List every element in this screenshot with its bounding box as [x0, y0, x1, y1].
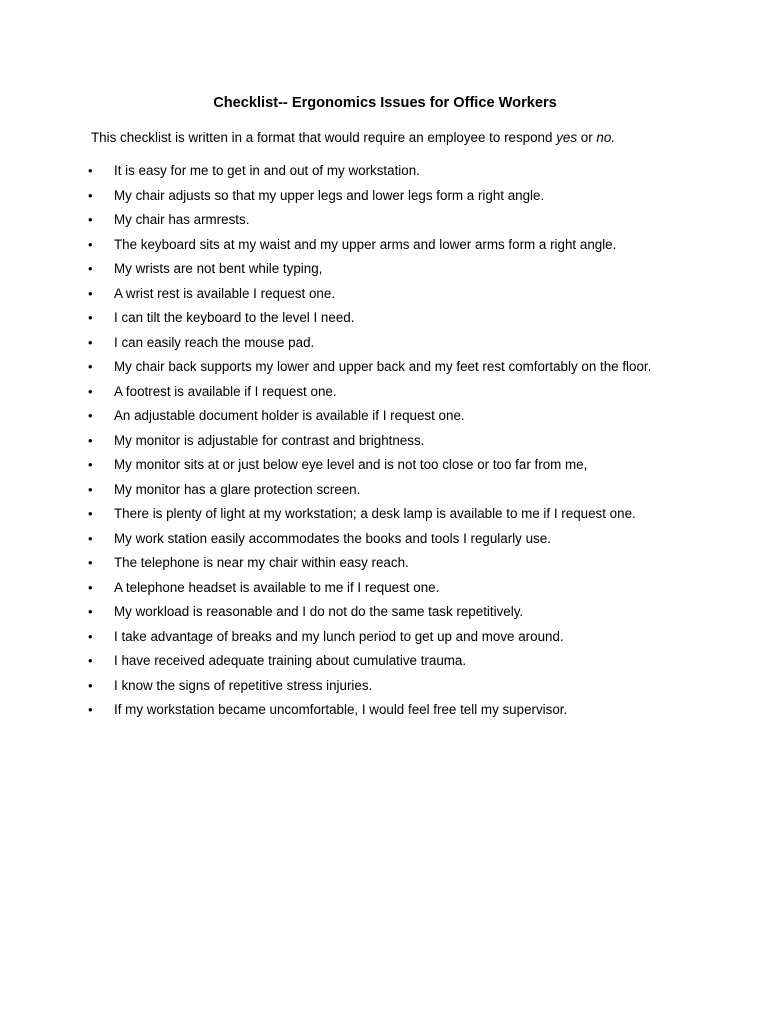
bullet-icon: •: [88, 310, 93, 325]
checklist-item-text: My monitor is adjustable for contrast and brightness.: [114, 432, 425, 448]
bullet-icon: •: [88, 187, 93, 203]
bullet-icon: •: [88, 408, 93, 423]
intro-no: no.: [596, 130, 616, 145]
checklist-item-text: My wrists are not bent while typing,: [114, 261, 323, 276]
checklist-item-text: I know the signs of repetitive stress injuries.: [114, 677, 373, 693]
bullet-icon: •: [88, 481, 93, 497]
checklist-item-text: My chair back supports my lower and upper back and my feet rest comfortably on the floor.: [114, 359, 652, 374]
checklist-item-text: My monitor sits at or just below eye level and is not too close or too far from me,: [114, 457, 588, 472]
intro-or: or: [577, 130, 597, 145]
bullet-icon: •: [88, 261, 93, 276]
bullet-icon: •: [88, 604, 93, 619]
document-title: Checklist-- Ergonomics Issues for Office Workers: [213, 95, 557, 111]
checklist-item-text: The telephone is near my chair within easy reach.: [114, 555, 409, 570]
checklist-item-text: My chair adjusts so that my upper legs and lower legs form a right angle.: [114, 187, 545, 203]
checklist-item-text: My work station easily accommodates the books and tools I regularly use.: [114, 530, 551, 546]
checklist-item-text: It is easy for me to get in and out of my workstation.: [114, 163, 420, 178]
checklist-item-text: I can tilt the keyboard to the level I need.: [114, 310, 355, 325]
checklist-item-text: A footrest is available if I request one.: [114, 383, 337, 399]
intro-yes: yes: [556, 130, 578, 145]
checklist-item-text: I take advantage of breaks and my lunch period to get up and move around.: [114, 628, 564, 644]
bullet-icon: •: [88, 163, 93, 178]
checklist-item-text: There is plenty of light at my workstation; a desk lamp is available to me if I request one.: [114, 506, 636, 521]
bullet-icon: •: [88, 236, 93, 252]
checklist-item-text: A telephone headset is available to me if I request one.: [114, 579, 440, 595]
intro-paragraph: [91, 129, 615, 146]
bullet-icon: •: [88, 506, 93, 521]
bullet-icon: •: [88, 628, 93, 644]
bullet-icon: •: [88, 530, 93, 546]
bullet-icon: •: [88, 702, 93, 717]
checklist-item-text: My workload is reasonable and I do not do the same task repetitively.: [114, 604, 524, 619]
checklist-item-text: I have received adequate training about cumulative trauma.: [114, 653, 467, 668]
bullet-icon: •: [88, 579, 93, 595]
bullet-icon: •: [88, 677, 93, 693]
checklist-item-text: I can easily reach the mouse pad.: [114, 334, 315, 350]
bullet-icon: •: [88, 212, 93, 227]
bullet-icon: •: [88, 653, 93, 668]
checklist-item-text: A wrist rest is available I request one.: [114, 285, 336, 301]
bullet-icon: •: [88, 432, 93, 448]
bullet-icon: •: [88, 334, 93, 350]
checklist-item-text: The keyboard sits at my waist and my upper arms and lower arms form a right angle.: [114, 236, 617, 252]
checklist-item-text: My monitor has a glare protection screen.: [114, 481, 361, 497]
bullet-icon: •: [88, 555, 93, 570]
checklist-item-text: If my workstation became uncomfortable, I would feel free tell my supervisor.: [114, 702, 568, 717]
bullet-icon: •: [88, 383, 93, 399]
bullet-icon: •: [88, 457, 93, 472]
bullet-icon: •: [88, 359, 93, 374]
checklist-item-text: An adjustable document holder is available if I request one.: [114, 408, 465, 423]
checklist-item-text: My chair has armrests.: [114, 212, 250, 227]
bullet-icon: •: [88, 285, 93, 301]
intro-text: This checklist is written in a format that would require an employee to respond: [91, 130, 557, 145]
